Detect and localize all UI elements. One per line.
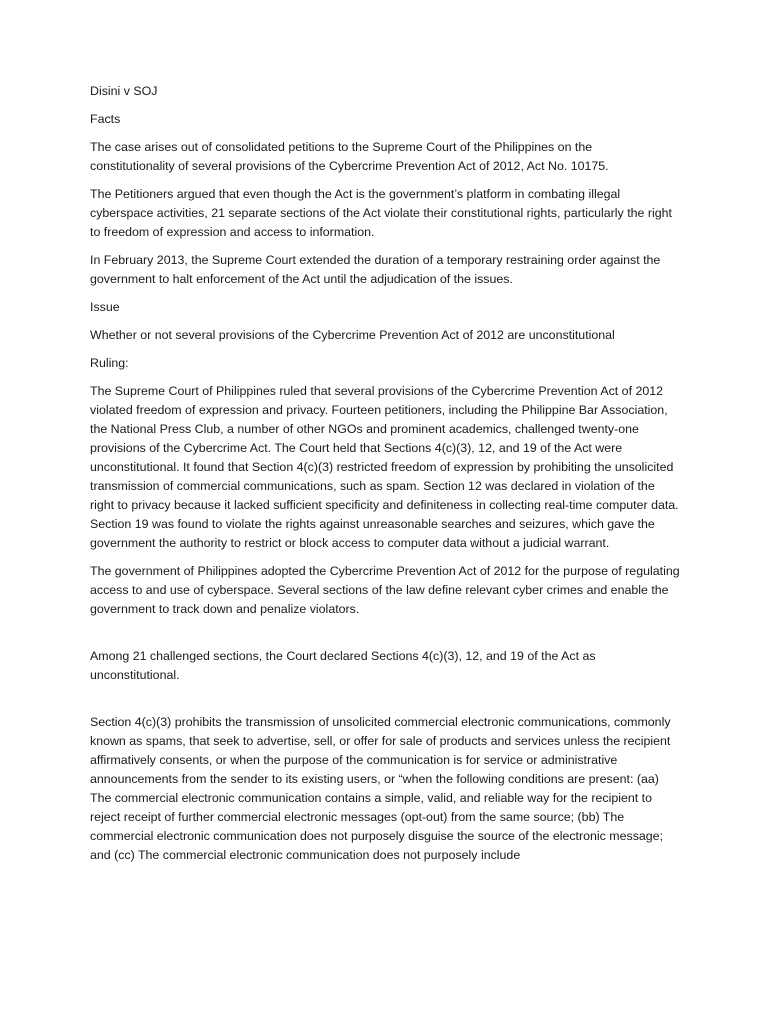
blank-line <box>90 694 680 713</box>
document-page <box>90 82 680 874</box>
blank-line <box>90 628 680 647</box>
document-title: Disini v SOJ <box>90 84 158 98</box>
ruling-paragraph-4: Section 4(c)(3) prohibits the transmission of unsolicited commercial electronic communications, commonly known as spams, that seek to advertise, sell, or offer for sale of products and services unless the recipient affirmatively consents, or when the purpose of the communication is for service or administrative announcements from the sender to its existing users, or “when the following conditions are present: (aa) The commercial electronic communication contains a simple, valid, and reliable way for the recipient to reject receipt of further commercial electronic messages (opt-out) from the same source; (bb) The commercial electronic communication does not purposely disguise the source of the electronic message; and (cc) The commercial electronic communication does not purposely include <box>90 715 671 862</box>
facts-heading: Facts <box>90 112 121 126</box>
ruling-paragraph-2: The government of Philippines adopted the Cybercrime Prevention Act of 2012 for the purpose of regulating access to and use of cyberspace. Several sections of the law define relevant cyber crimes and enable the government to track down and penalize violators. <box>90 564 680 616</box>
issue-text: Whether or not several provisions of the Cybercrime Prevention Act of 2012 are unconstitutional <box>90 328 615 342</box>
issue-heading: Issue <box>90 300 120 314</box>
facts-paragraph-1: The case arises out of consolidated petitions to the Supreme Court of the Philippines on the constitutionality of several provisions of the Cybercrime Prevention Act of 2012, Act No. 10175. <box>90 140 609 173</box>
ruling-heading: Ruling: <box>90 356 129 370</box>
ruling-paragraph-3: Among 21 challenged sections, the Court declared Sections 4(c)(3), 12, and 19 of the Act as unconstitutional. <box>90 649 596 682</box>
facts-paragraph-3: In February 2013, the Supreme Court extended the duration of a temporary restraining order against the government to halt enforcement of the Act until the adjudication of the issues. <box>90 253 661 286</box>
ruling-paragraph-1: The Supreme Court of Philippines ruled that several provisions of the Cybercrime Prevention Act of 2012 violated freedom of expression and privacy. Fourteen petitioners, including the Philippine Bar Association, the National Press Club, a number of other NGOs and prominent academics, challenged twenty-one provisions of the Cybercrime Act. The Court held that Sections 4(c)(3), 12, and 19 of the Act were unconstitutional. It found that Section 4(c)(3) restricted freedom of expression by prohibiting the unsolicited transmission of commercial communications, such as spam. Section 12 was declared in violation of the right to privacy because it lacked sufficient specificity and definiteness in collecting real-time computer data. Section 19 was found to violate the rights against unreasonable searches and seizures, which gave the government the authority to restrict or block access to computer data without a judicial warrant. <box>90 384 679 550</box>
facts-paragraph-2: The Petitioners argued that even though the Act is the government’s platform in combating illegal cyberspace activities, 21 separate sections of the Act violate their constitutional rights, particularly the right to freedom of expression and access to information. <box>90 187 672 239</box>
